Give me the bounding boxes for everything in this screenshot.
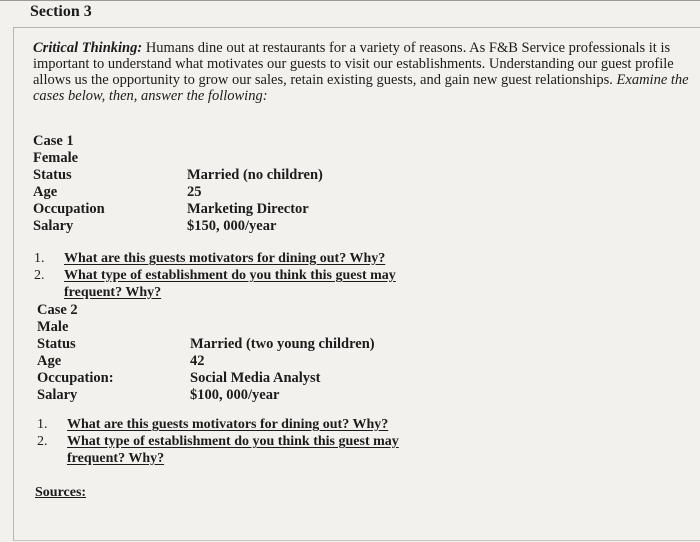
case-1-status-value: Married (no children) xyxy=(187,167,323,183)
question-text: What are this guests motivators for dining out? Why? xyxy=(64,251,386,266)
case-2-gender: Male xyxy=(37,319,69,335)
question-text: What type of establishment do you think this guest may frequent? Why? xyxy=(67,434,399,466)
case-2-questions xyxy=(37,416,447,467)
case-1-occupation-value: Marketing Director xyxy=(187,201,309,217)
case-1-salary-label: Salary xyxy=(33,218,74,234)
question-number: 1. xyxy=(37,417,48,432)
case-1-age-label: Age xyxy=(33,184,58,200)
case-2-age-label: Age xyxy=(37,353,62,369)
case-1-salary-value: $150, 000/year xyxy=(187,218,277,234)
case-1-title: Case 1 xyxy=(33,133,74,149)
case-1-status-label: Status xyxy=(33,167,72,183)
case-1-occupation-label: Occupation xyxy=(33,201,105,217)
intro-lead: Critical Thinking: xyxy=(33,40,143,56)
question-text: What are this guests motivators for dining out? Why? xyxy=(67,417,389,432)
case-2-question-2 xyxy=(37,433,447,467)
case-2-occupation-label: Occupation: xyxy=(37,370,114,386)
case-2-title: Case 2 xyxy=(37,302,78,318)
case-1-age-value: 25 xyxy=(187,184,202,200)
question-number: 2. xyxy=(37,434,48,449)
question-number: 2. xyxy=(34,268,45,283)
case-2-question-1 xyxy=(37,416,447,433)
intro-body: Humans dine out at restaurants for a variety of reasons. As F&B Service professionals it is important to understand what motivates our guests to visit our establishments. Understanding our guest profile allows us the opportunity to grow our sales, retain existing guests, and gain new guest relationships. xyxy=(33,40,674,88)
question-text: What type of establishment do you think this guest may frequent? Why? xyxy=(64,268,396,300)
case-1-questions xyxy=(34,250,444,301)
case-1-question-2 xyxy=(34,267,444,301)
top-border xyxy=(0,0,700,1)
case-2-age-value: 42 xyxy=(190,353,205,369)
case-2-salary-label: Salary xyxy=(37,387,78,403)
intro-paragraph xyxy=(33,40,693,104)
case-2-status-label: Status xyxy=(37,336,76,352)
intro-instruction: Examine the cases below, then, answer the following: xyxy=(33,72,689,104)
question-number: 1. xyxy=(34,251,45,266)
case-2-occupation-value: Social Media Analyst xyxy=(190,370,321,386)
case-2-salary-value: $100, 000/year xyxy=(190,387,280,403)
section-title: Section 3 xyxy=(30,3,92,20)
sources-label: Sources: xyxy=(35,485,87,500)
case-1-gender: Female xyxy=(33,150,79,166)
case-1-question-1 xyxy=(34,250,444,267)
case-2-status-value: Married (two young children) xyxy=(190,336,375,352)
